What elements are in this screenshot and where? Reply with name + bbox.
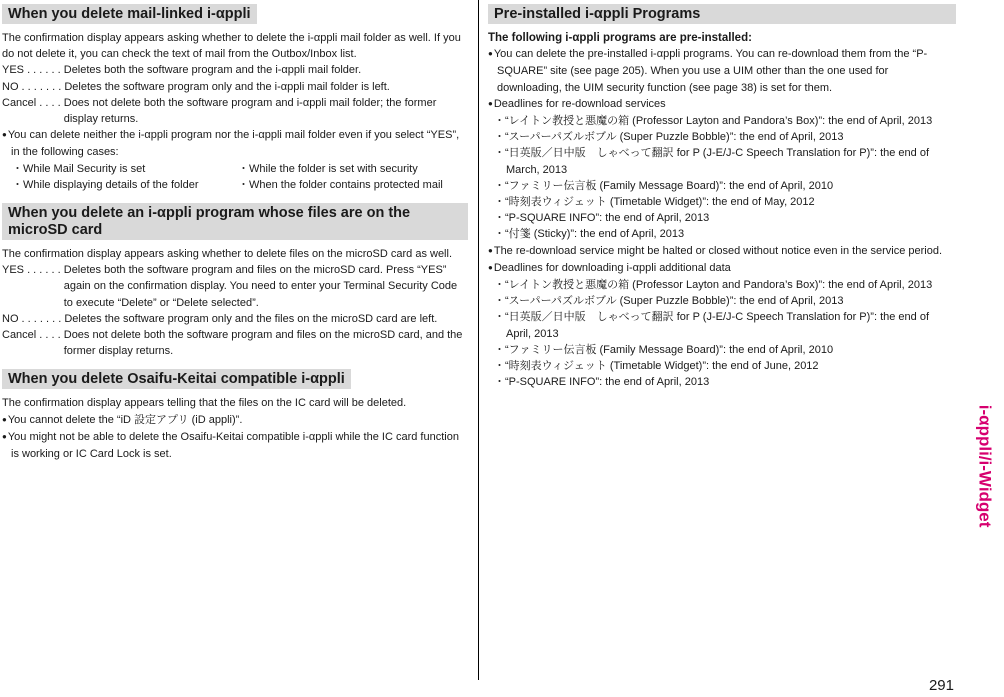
option-description: Deletes the software program only and the files on the microSD card are left. — [64, 312, 438, 325]
option-description: Deletes both the software program and the i-αppli mail folder. — [63, 64, 362, 77]
redownload-deadline-list — [488, 113, 956, 243]
additional-data-deadline-list — [488, 277, 956, 390]
chapter-side-tab — [964, 346, 1004, 586]
left-column — [2, 4, 468, 462]
list-item: ・ “P-SQUARE INFO”: the end of April, 2013 — [488, 374, 956, 390]
bullet-note: ● You cannot delete the “iD 設定アプリ (iD appli)”. — [2, 412, 468, 429]
list-item: ・ “付箋 (Sticky)”: the end of April, 2013 — [488, 226, 956, 242]
mail-linked-section — [2, 4, 468, 193]
column-divider — [478, 0, 479, 680]
list-item: ・ “時刻表ウィジェット (Timetable Widget)”: the end of May, 2012 — [488, 194, 956, 210]
section-heading: When you delete Osaifu-Keitai compatible i-αppli — [2, 369, 351, 389]
bullet-note: ● The re-download service might be halted or closed without notice even in the service period. — [488, 243, 956, 260]
option-description: Does not delete both the software program and files on the microSD card, and the former display returns. — [63, 329, 463, 358]
right-column — [488, 4, 956, 390]
microsd-section — [2, 203, 468, 359]
list-item: ・ “レイトン教授と悪魔の箱 (Professor Layton and Pandora’s Box)”: the end of April, 2013 — [488, 113, 956, 129]
option-description: Deletes the software program only and the i-αppli mail folder is left. — [64, 80, 390, 93]
case-item: ・ When the folder contains protected mail — [232, 177, 458, 193]
option-key: YES . . . . . . — [2, 264, 64, 277]
option-no — [2, 79, 468, 95]
option-key: YES . . . . . . — [2, 64, 64, 77]
list-item: ・ “ファミリー伝言板 (Family Message Board)”: the end of April, 2010 — [488, 178, 956, 194]
list-item: ・ “スーパーパズルボブル (Super Puzzle Bobble)”: the end of April, 2013 — [488, 129, 956, 145]
case-item: ・ While the folder is set with security — [232, 161, 458, 177]
bullet-note: ● Deadlines for downloading i-αppli additional data — [488, 260, 956, 277]
bullet-note: ● You might not be able to delete the Osaifu-Keitai compatible i-αppli while the IC card function is working or IC Card Lock is set. — [2, 429, 468, 462]
option-no — [2, 311, 468, 327]
page-number: 291 — [928, 677, 954, 694]
section-heading: Pre-installed i-αppli Programs — [488, 4, 956, 24]
case-list — [2, 161, 468, 193]
bullet-note: ● Deadlines for re-download services — [488, 96, 956, 113]
bullet-note: ● You can delete neither the i-αppli program nor the i-αppli mail folder even if you select “YES”, in the following cases: — [2, 127, 468, 160]
option-key: Cancel . . . . — [2, 96, 64, 109]
paragraph: The confirmation display appears asking whether to delete the i-αppli mail folder as well. If you do not delete it, you can check the text of mail from the Outbox/Inbox list. — [2, 32, 461, 61]
option-description: Does not delete both the software program and i-αppli mail folder; the former display returns. — [63, 96, 437, 126]
option-cancel — [2, 95, 468, 127]
paragraph: The confirmation display appears asking whether to delete files on the microSD card as well. — [2, 248, 453, 261]
option-key: NO . . . . . . . — [2, 80, 65, 93]
list-item: ・ “ファミリー伝言板 (Family Message Board)”: the end of April, 2010 — [488, 342, 956, 358]
option-key: Cancel . . . . — [2, 329, 64, 342]
chapter-tab-label: i-αppli/i-Widget — [975, 404, 995, 528]
list-item: ・ “レイトン教授と悪魔の箱 (Professor Layton and Pandora’s Box)”: the end of April, 2013 — [488, 277, 956, 293]
case-item: ・ While Mail Security is set — [6, 161, 232, 177]
bullet-note: ● You can delete the pre-installed i-αppli programs. You can re-download them from the “P-SQUARE” site (see page 205). When you use a UIM other than the one used for downloading, the UIM security function (see page 38) is set for them. — [488, 46, 956, 96]
list-item: ・ “日英版／日中版 しゃべって翻訳 for P (J-E/J-C Speech Translation for P)”: the end of April, 2013 — [488, 309, 956, 341]
list-item: ・ “日英版／日中版 しゃべって翻訳 for P (J-E/J-C Speech Translation for P)”: the end of March, 2013 — [488, 145, 956, 177]
list-item: ・ “P-SQUARE INFO”: the end of April, 2013 — [488, 210, 956, 226]
list-item: ・ “時刻表ウィジェット (Timetable Widget)”: the end of June, 2012 — [488, 358, 956, 374]
osaifu-section — [2, 369, 468, 462]
option-yes — [2, 262, 468, 311]
list-item: ・ “スーパーパズルボブル (Super Puzzle Bobble)”: the end of April, 2013 — [488, 293, 956, 309]
option-yes — [2, 62, 468, 78]
lead-text: The following i-αppli programs are pre-installed: — [488, 32, 752, 44]
option-description: Deletes both the software program and files on the microSD card. Press “YES” again on the confirmation display. You need to enter your Terminal Security Code to execute “Delete” or “Delete selected”. — [63, 264, 458, 309]
option-key: NO . . . . . . . — [2, 312, 65, 325]
case-item: ・ While displaying details of the folder — [6, 177, 232, 193]
option-cancel — [2, 327, 468, 359]
section-heading: When you delete an i-αppli program whose files are on the microSD card — [2, 203, 468, 240]
section-heading: When you delete mail-linked i-αppli — [2, 4, 257, 24]
paragraph: The confirmation display appears telling that the files on the IC card will be deleted. — [2, 397, 407, 410]
